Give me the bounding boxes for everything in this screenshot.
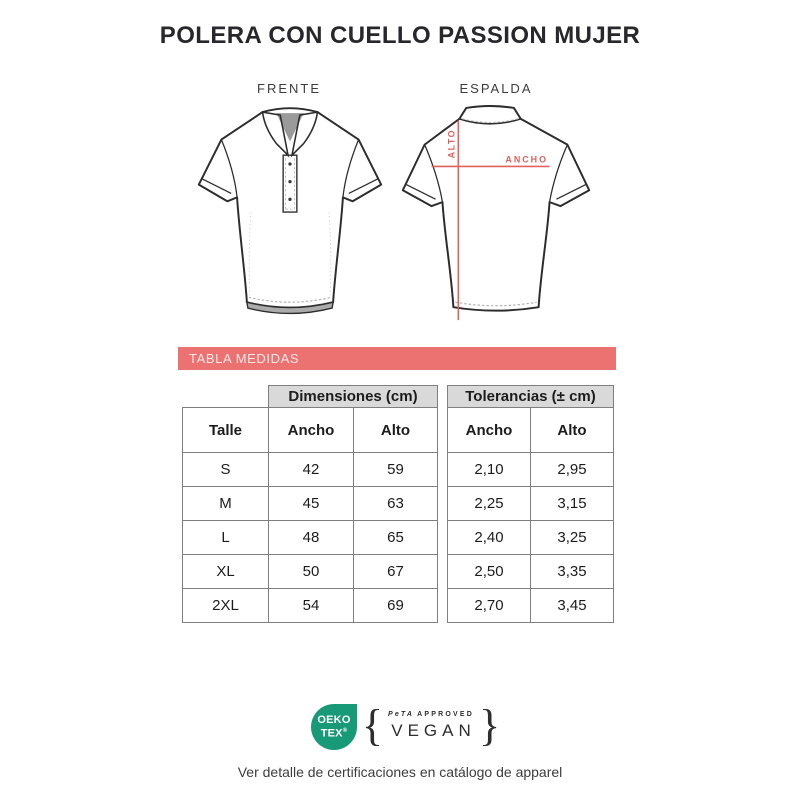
- tolerances-table: [447, 385, 614, 623]
- front-armhole-right: [343, 140, 359, 198]
- col-header-ancho: Ancho: [269, 408, 354, 453]
- front-cuff-right: [349, 179, 378, 194]
- alto-cell: 65: [354, 521, 438, 555]
- left-brace-glyph: {: [361, 701, 383, 750]
- tolerances-header-row: [448, 408, 614, 453]
- alto-cell: 63: [354, 487, 438, 521]
- back-cuff-left: [406, 184, 436, 199]
- front-cuff-left: [202, 179, 231, 194]
- size-cell: 2XL: [183, 589, 269, 623]
- front-button-1: [288, 162, 291, 165]
- front-side-seam-left: [249, 212, 251, 295]
- alto-cell: 67: [354, 555, 438, 589]
- dimensions-empty-corner: [183, 386, 269, 408]
- alto-tol-cell: 3,45: [531, 589, 614, 623]
- front-button-2: [288, 180, 291, 183]
- size-cell: XL: [183, 555, 269, 589]
- front-side-seam-right: [329, 212, 331, 295]
- alto-tol-cell: 3,15: [531, 487, 614, 521]
- front-view-label: FRENTE: [257, 81, 321, 96]
- back-armhole-right: [550, 145, 568, 202]
- ancho-cell: 48: [269, 521, 354, 555]
- col-header-alto: Alto: [531, 408, 614, 453]
- back-hem-stitching: [455, 302, 536, 305]
- size-cell: S: [183, 453, 269, 487]
- alto-tol-cell: 3,35: [531, 555, 614, 589]
- table-row: [183, 453, 438, 487]
- front-armhole-left: [221, 140, 237, 198]
- peta-approved-line: PeTA APPROVED: [387, 711, 475, 718]
- col-header-alto: Alto: [354, 408, 438, 453]
- vegan-label: VEGAN: [391, 721, 476, 740]
- col-header-ancho: Ancho: [448, 408, 531, 453]
- front-button-3: [288, 198, 291, 201]
- front-hem-band: [247, 302, 333, 313]
- table-row: [448, 487, 614, 521]
- back-cuff-right: [556, 184, 586, 199]
- ancho-tol-cell: 2,40: [448, 521, 531, 555]
- front-placket-stitching: [286, 158, 295, 209]
- ancho-cell: 45: [269, 487, 354, 521]
- ancho-tol-cell: 2,70: [448, 589, 531, 623]
- ancho-cell: 54: [269, 589, 354, 623]
- oeko-tex-line2: TEX®: [320, 727, 348, 740]
- peta-approved-vegan-logo: [361, 701, 501, 751]
- back-body-outline: [403, 106, 589, 311]
- alto-tol-cell: 2,95: [531, 453, 614, 487]
- table-row: [448, 521, 614, 555]
- back-collar-seam: [459, 119, 520, 124]
- alto-cell: 69: [354, 589, 438, 623]
- table-row: [183, 487, 438, 521]
- alto-cell: 59: [354, 453, 438, 487]
- oeko-tex-line1: OEKO: [317, 713, 351, 726]
- table-row: [183, 521, 438, 555]
- tolerances-group-header: Tolerancias (± cm): [448, 386, 614, 408]
- right-brace-glyph: }: [479, 701, 501, 750]
- ancho-tol-cell: 2,50: [448, 555, 531, 589]
- alto-tol-cell: 3,25: [531, 521, 614, 555]
- alto-measure-label: ALTO: [446, 128, 457, 159]
- ancho-tol-cell: 2,10: [448, 453, 531, 487]
- polo-back-illustration: [396, 103, 596, 331]
- dimensions-group-row: [183, 386, 438, 408]
- table-row: [448, 453, 614, 487]
- front-hem-stitching: [249, 297, 331, 302]
- dimensions-header-row: [183, 408, 438, 453]
- back-view-label: ESPALDA: [459, 81, 533, 96]
- col-header-talle: Talle: [183, 408, 269, 453]
- certifications-note: Ver detalle de certificaciones en catálogo de apparel: [237, 764, 563, 780]
- size-cell: M: [183, 487, 269, 521]
- ancho-tol-cell: 2,25: [448, 487, 531, 521]
- table-row: [183, 589, 438, 623]
- dimensions-table: [182, 385, 438, 623]
- polo-front-illustration: [192, 102, 388, 328]
- size-cell: L: [183, 521, 269, 555]
- table-row: [448, 589, 614, 623]
- ancho-measure-label: ANCHO: [505, 154, 549, 165]
- table-section-header: TABLA MEDIDAS: [178, 347, 616, 370]
- page-title: POLERA CON CUELLO PASSION MUJER: [159, 22, 641, 49]
- oeko-tex-logo: [311, 704, 357, 750]
- ancho-cell: 50: [269, 555, 354, 589]
- registered-mark: ®: [342, 727, 348, 734]
- table-row: [448, 555, 614, 589]
- dimensions-group-header: Dimensiones (cm): [269, 386, 438, 408]
- tolerances-group-row: [448, 386, 614, 408]
- table-row: [183, 555, 438, 589]
- back-armhole-left: [425, 145, 443, 202]
- ancho-cell: 42: [269, 453, 354, 487]
- peta-logo-text: [388, 711, 474, 741]
